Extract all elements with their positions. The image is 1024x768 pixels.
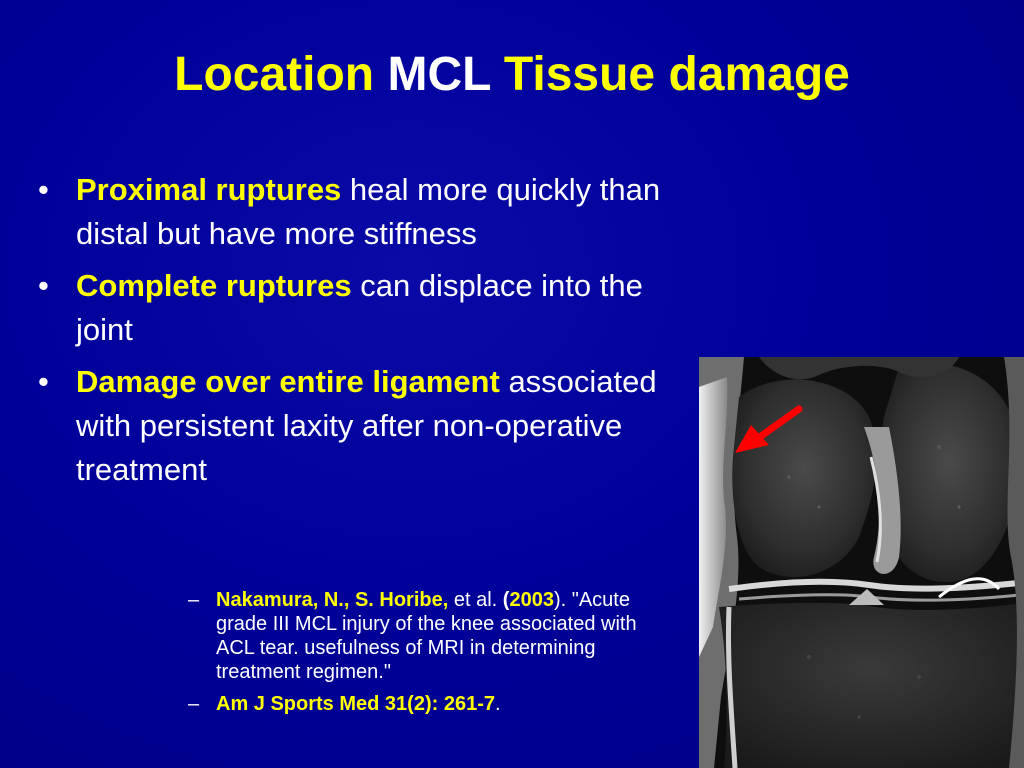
bullet-dot-icon: • bbox=[38, 172, 49, 207]
bullet-keyword: Damage over entire ligament bbox=[76, 364, 500, 399]
reference-year-open: ( bbox=[502, 589, 510, 611]
dash-icon: – bbox=[188, 693, 200, 715]
dash-icon: – bbox=[188, 589, 200, 611]
bullet-text: heal more quickly than distal but have more stiffness bbox=[76, 172, 661, 251]
reference-journal: Am J Sports Med 31(2): 261-7 bbox=[216, 693, 495, 715]
reference-list bbox=[188, 588, 678, 724]
bullet-item bbox=[38, 360, 678, 492]
reference-authors: Nakamura, N., S. Horibe, bbox=[216, 589, 449, 611]
title-mcl: MCL bbox=[387, 48, 491, 101]
bullet-text: associated with persistent laxity after non-operative treatment bbox=[76, 364, 657, 487]
title-location: Location bbox=[174, 48, 375, 101]
reference-item bbox=[188, 692, 678, 716]
reference-item bbox=[188, 588, 678, 684]
bullet-keyword: Proximal ruptures bbox=[76, 172, 342, 207]
reference-year-close: ). bbox=[553, 589, 567, 611]
reference-end: . bbox=[494, 693, 501, 715]
knee-mri-image bbox=[699, 357, 1024, 768]
title-tissue-damage: Tissue damage bbox=[503, 48, 850, 101]
bullet-item bbox=[38, 264, 678, 352]
reference-etal: et al. bbox=[448, 589, 503, 611]
reference-title: "Acute grade III MCL injury of the knee associated with ACL tear. usefulness of MRI in determining treatment regimen." bbox=[216, 589, 637, 683]
bullet-dot-icon: • bbox=[38, 364, 49, 399]
bullet-text: can displace into the joint bbox=[76, 268, 643, 347]
bullet-dot-icon: • bbox=[38, 268, 49, 303]
slide-title bbox=[0, 40, 1024, 110]
bullet-keyword: Complete ruptures bbox=[76, 268, 352, 303]
bullet-item bbox=[38, 168, 678, 256]
bullet-list bbox=[38, 168, 678, 500]
reference-year: 2003 bbox=[509, 589, 554, 611]
